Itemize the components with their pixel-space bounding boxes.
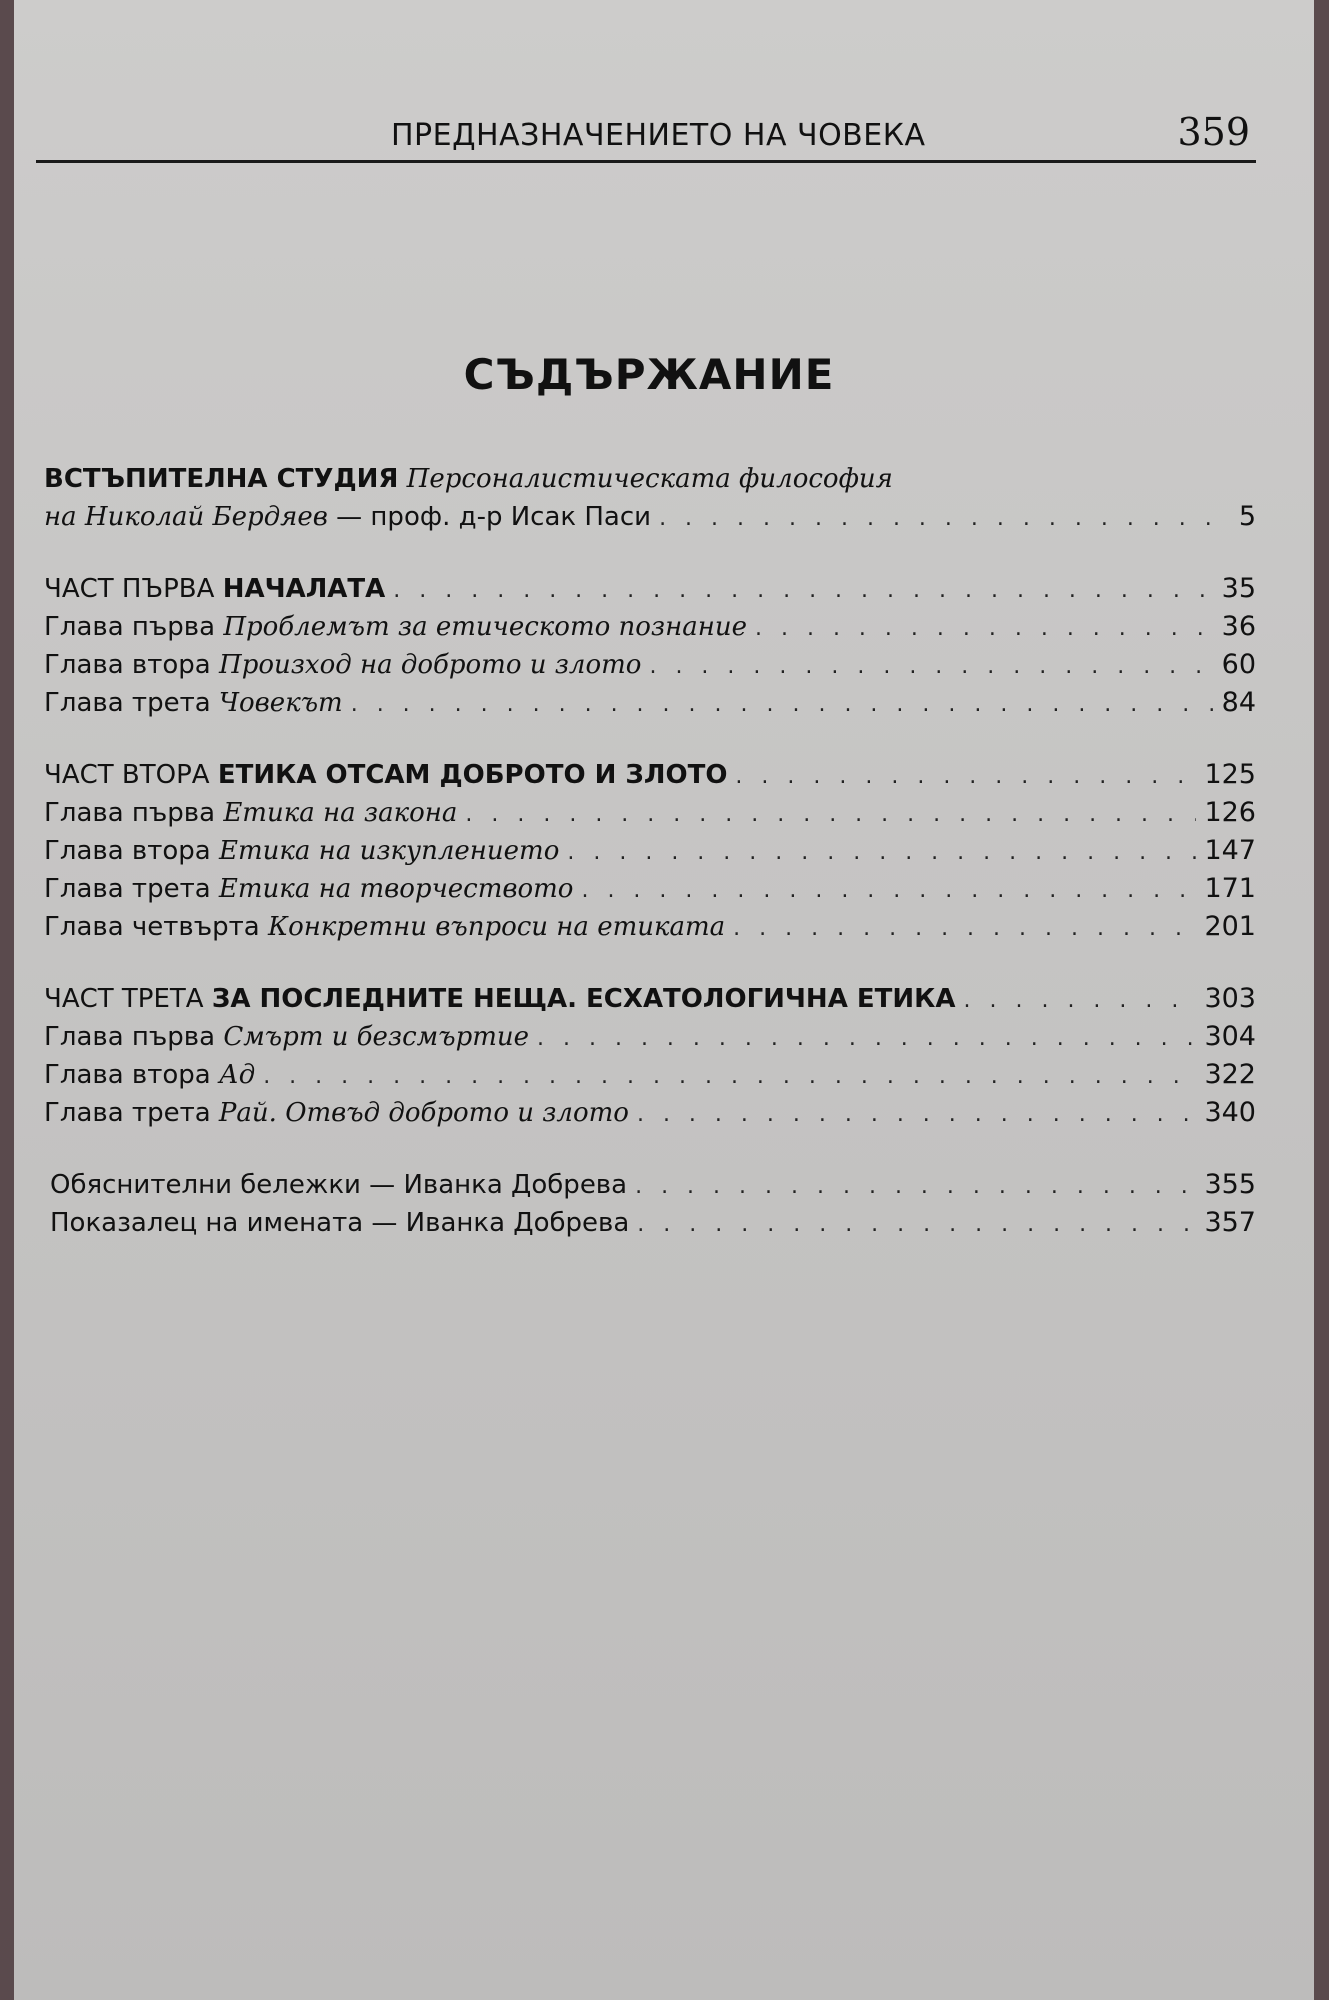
leader-dots (635, 1168, 1196, 1206)
page-number: 359 (1177, 110, 1250, 154)
chapter-title: Човекът (218, 688, 343, 718)
toc-entry-text (44, 756, 727, 794)
toc-entry-text (44, 608, 747, 646)
toc-entry (44, 684, 1256, 722)
leader-dots (263, 1058, 1196, 1096)
chapter-title: Конкретни въпроси на етиката (267, 912, 726, 942)
toc-entry-text: Обяснителни бележки — Иванка Добрева (50, 1170, 628, 1200)
toc-line (44, 460, 1256, 498)
toc-entry-text (44, 498, 651, 536)
toc-entry (50, 1166, 1256, 1204)
leader-dots (649, 648, 1213, 686)
toc-entry-text (44, 570, 385, 608)
leader-dots (537, 1020, 1196, 1058)
chapter-label: Глава втора (44, 836, 220, 866)
toc-entry-text (44, 870, 573, 908)
leader-dots (351, 686, 1214, 724)
part-label: ЧАСТ ПЪРВА (44, 574, 223, 604)
table-of-contents (44, 460, 1256, 1276)
part-title: ЗА ПОСЛЕДНИТЕ НЕЩА. ЕСХАТОЛОГИЧНА ЕТИКА (211, 984, 956, 1014)
chapter-title: Етика на закона (223, 798, 458, 828)
chapter-label: Глава първа (44, 798, 224, 828)
chapter-label: Глава първа (44, 612, 224, 642)
leader-dots (659, 500, 1231, 538)
toc-page: 125 (1204, 759, 1256, 790)
toc-part-entry (44, 756, 1256, 794)
chapter-title: Рай. Отвъд доброто и злото (218, 1098, 629, 1128)
leader-dots (567, 834, 1196, 872)
chapter-title: Етика на изкуплението (219, 836, 560, 866)
toc-entry (44, 908, 1256, 946)
part-label: ЧАСТ ВТОРА (44, 760, 218, 790)
chapter-title: Проблемът за етическото познание (223, 612, 747, 642)
leader-dots (733, 910, 1196, 948)
toc-page: 201 (1204, 911, 1256, 942)
chapter-label: Глава трета (44, 688, 219, 718)
toc-entry (44, 1094, 1256, 1132)
toc-appendix (44, 1166, 1256, 1242)
toc-entry (44, 498, 1256, 536)
toc-page: 5 (1238, 501, 1256, 532)
chapter-label: Глава първа (44, 1022, 224, 1052)
toc-entry-text (44, 1018, 529, 1056)
chapter-label: Глава четвърта (44, 912, 268, 942)
toc-page: 355 (1204, 1169, 1256, 1200)
intro-title: Персоналистическата философия (406, 464, 893, 494)
toc-entry (44, 1056, 1256, 1094)
part-label: ЧАСТ ТРЕТА (44, 984, 212, 1014)
toc-entry (44, 646, 1256, 684)
toc-page: 147 (1204, 835, 1256, 866)
leader-dots (393, 572, 1213, 610)
toc-part-entry (44, 570, 1256, 608)
toc-page: 340 (1204, 1097, 1256, 1128)
toc-entry-text (44, 908, 725, 946)
toc-page: 35 (1221, 573, 1256, 604)
toc-page: 357 (1204, 1207, 1256, 1238)
toc-page: 322 (1204, 1059, 1256, 1090)
toc-entry-text: Показалец на имената — Иванка Добрева (50, 1208, 630, 1238)
toc-entry-text (44, 684, 343, 722)
toc-entry-text (44, 980, 956, 1018)
leader-dots (637, 1096, 1197, 1134)
toc-entry-text (44, 794, 457, 832)
book-page (14, 0, 1314, 2000)
toc-page: 60 (1221, 649, 1256, 680)
chapter-label: Глава втора (44, 1060, 220, 1090)
running-title: ПРЕДНАЗНАЧЕНИЕТО НА ЧОВЕКА (391, 118, 926, 153)
leader-dots (465, 796, 1196, 834)
toc-intro (44, 460, 1256, 536)
chapter-label: Глава трета (44, 1098, 219, 1128)
chapter-label: Глава трета (44, 874, 219, 904)
leader-dots (735, 758, 1196, 796)
toc-part-1 (44, 570, 1256, 722)
leader-dots (964, 982, 1197, 1020)
toc-entry (44, 1018, 1256, 1056)
intro-author: — проф. д-р Исак Паси (327, 502, 652, 532)
chapter-title: Ад (219, 1060, 256, 1090)
toc-page: 36 (1221, 611, 1256, 642)
part-title: ЕТИКА ОТСАМ ДОБРОТО И ЗЛОТО (217, 760, 728, 790)
chapter-title: Смърт и безсмъртие (223, 1022, 529, 1052)
chapter-title: Етика на творчеството (218, 874, 574, 904)
intro-label: ВСТЪПИТЕЛНА СТУДИЯ (44, 464, 399, 494)
toc-entry (44, 794, 1256, 832)
toc-page: 303 (1204, 983, 1256, 1014)
toc-entry (44, 832, 1256, 870)
toc-part-2 (44, 756, 1256, 946)
part-title: НАЧАЛАТА (222, 574, 386, 604)
toc-entry (44, 608, 1256, 646)
toc-entry-text (44, 1056, 255, 1094)
toc-part-3 (44, 980, 1256, 1132)
chapter-title: Произход на доброто и злото (219, 650, 642, 680)
leader-dots (581, 872, 1196, 910)
toc-entry-text (44, 832, 559, 870)
toc-part-entry (44, 980, 1256, 1018)
chapter-label: Глава втора (44, 650, 220, 680)
toc-entry-text (44, 646, 641, 684)
toc-page: 126 (1204, 797, 1256, 828)
running-header (36, 110, 1256, 163)
toc-page: 171 (1204, 873, 1256, 904)
toc-page: 84 (1221, 687, 1256, 718)
leader-dots (637, 1206, 1196, 1244)
toc-entry-text (44, 1094, 629, 1132)
leader-dots (755, 610, 1214, 648)
contents-heading: СЪДЪРЖАНИЕ (463, 350, 835, 399)
toc-entry (44, 870, 1256, 908)
toc-page: 304 (1204, 1021, 1256, 1052)
toc-entry (50, 1204, 1256, 1242)
intro-title-cont: на Николай Бердяев (44, 502, 328, 532)
